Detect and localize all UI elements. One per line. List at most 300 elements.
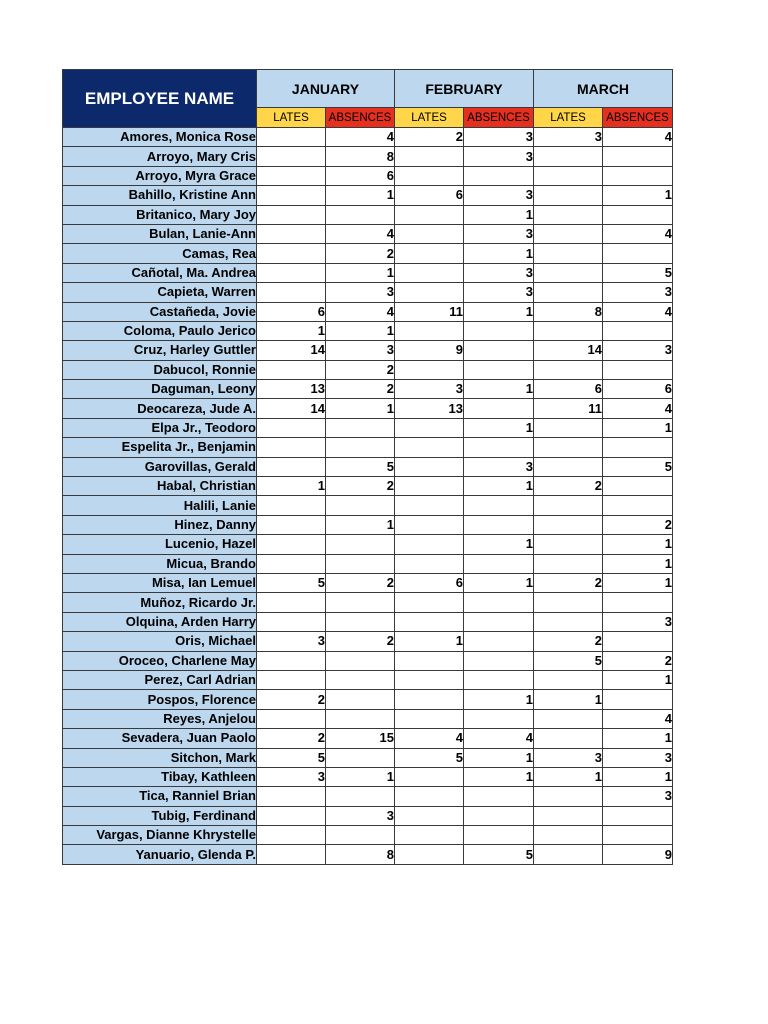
cell-absences-january [326, 651, 395, 670]
table-row [63, 166, 673, 185]
cell-lates-february [395, 418, 464, 437]
table-row [63, 283, 673, 302]
cell-absences-march: 1 [603, 729, 673, 748]
cell-lates-march [534, 205, 603, 224]
cell-absences-march [603, 166, 673, 185]
cell-absences-february [464, 554, 534, 573]
cell-lates-march: 2 [534, 573, 603, 592]
cell-lates-february [395, 787, 464, 806]
employee-name-cell: Perez, Carl Adrian [63, 670, 257, 689]
cell-lates-february: 1 [395, 632, 464, 651]
cell-lates-march [534, 787, 603, 806]
cell-lates-march: 8 [534, 302, 603, 321]
cell-absences-march [603, 690, 673, 709]
table-row [63, 418, 673, 437]
cell-lates-january [257, 496, 326, 515]
cell-lates-february [395, 806, 464, 825]
cell-absences-january [326, 612, 395, 631]
cell-absences-january: 2 [326, 360, 395, 379]
cell-lates-february [395, 554, 464, 573]
cell-absences-february: 1 [464, 418, 534, 437]
cell-absences-february: 5 [464, 845, 534, 864]
cell-absences-january [326, 690, 395, 709]
cell-lates-march: 3 [534, 748, 603, 767]
cell-absences-january: 3 [326, 341, 395, 360]
cell-lates-february [395, 593, 464, 612]
cell-lates-february [395, 283, 464, 302]
cell-lates-february [395, 690, 464, 709]
employee-name-cell: Olquina, Arden Harry [63, 612, 257, 631]
month-header-february: FEBRUARY [395, 70, 534, 108]
employee-name-cell: Espelita Jr., Benjamin [63, 438, 257, 457]
cell-lates-january [257, 224, 326, 243]
table-row [63, 787, 673, 806]
month-header-march: MARCH [534, 70, 673, 108]
cell-lates-january [257, 360, 326, 379]
cell-absences-january: 1 [326, 399, 395, 418]
cell-lates-february [395, 224, 464, 243]
cell-lates-march [534, 321, 603, 340]
cell-absences-january: 1 [326, 515, 395, 534]
employee-name-cell: Garovillas, Gerald [63, 457, 257, 476]
cell-absences-february [464, 166, 534, 185]
employee-name-cell: Castañeda, Jovie [63, 302, 257, 321]
employee-name-cell: Micua, Brando [63, 554, 257, 573]
cell-lates-february [395, 845, 464, 864]
cell-lates-february: 9 [395, 341, 464, 360]
cell-lates-january [257, 806, 326, 825]
cell-absences-january [326, 418, 395, 437]
cell-lates-february [395, 438, 464, 457]
employee-name-cell: Halili, Lanie [63, 496, 257, 515]
cell-lates-january [257, 515, 326, 534]
absences-header-february: ABSENCES [464, 108, 534, 128]
cell-absences-january: 2 [326, 380, 395, 399]
employee-name-cell: Pospos, Florence [63, 690, 257, 709]
cell-lates-january [257, 787, 326, 806]
cell-absences-january [326, 554, 395, 573]
cell-lates-march [534, 612, 603, 631]
table-row [63, 186, 673, 205]
cell-lates-january [257, 709, 326, 728]
cell-absences-march: 1 [603, 554, 673, 573]
cell-absences-january: 5 [326, 457, 395, 476]
cell-absences-february [464, 399, 534, 418]
cell-lates-january [257, 166, 326, 185]
cell-lates-january: 5 [257, 573, 326, 592]
cell-lates-january [257, 593, 326, 612]
cell-lates-february [395, 360, 464, 379]
cell-lates-january [257, 670, 326, 689]
cell-lates-march: 5 [534, 651, 603, 670]
cell-lates-february [395, 166, 464, 185]
cell-absences-january [326, 496, 395, 515]
cell-absences-march: 2 [603, 651, 673, 670]
cell-absences-march: 4 [603, 399, 673, 418]
cell-lates-january [257, 535, 326, 554]
cell-absences-february [464, 612, 534, 631]
cell-absences-march [603, 806, 673, 825]
lates-header-march: LATES [534, 108, 603, 128]
table-row [63, 690, 673, 709]
cell-absences-january: 8 [326, 147, 395, 166]
table-row [63, 477, 673, 496]
cell-absences-march: 5 [603, 457, 673, 476]
cell-lates-march: 1 [534, 767, 603, 786]
table-row [63, 341, 673, 360]
cell-absences-march [603, 496, 673, 515]
cell-lates-january [257, 283, 326, 302]
table-row [63, 748, 673, 767]
cell-lates-march [534, 224, 603, 243]
cell-absences-march [603, 147, 673, 166]
table-row [63, 321, 673, 340]
cell-absences-february [464, 632, 534, 651]
cell-lates-march [534, 457, 603, 476]
cell-absences-march: 3 [603, 748, 673, 767]
cell-absences-march: 3 [603, 283, 673, 302]
employee-name-cell: Sevadera, Juan Paolo [63, 729, 257, 748]
table-row [63, 573, 673, 592]
cell-absences-february: 1 [464, 302, 534, 321]
cell-absences-february [464, 787, 534, 806]
cell-absences-january: 4 [326, 224, 395, 243]
cell-lates-march [534, 244, 603, 263]
table-row [63, 709, 673, 728]
cell-lates-january: 14 [257, 399, 326, 418]
cell-absences-february [464, 321, 534, 340]
month-header-row [63, 70, 673, 108]
cell-absences-march: 1 [603, 573, 673, 592]
cell-lates-january [257, 845, 326, 864]
cell-absences-january: 1 [326, 321, 395, 340]
cell-lates-march [534, 554, 603, 573]
cell-lates-march [534, 283, 603, 302]
cell-absences-march: 9 [603, 845, 673, 864]
cell-absences-february: 3 [464, 457, 534, 476]
cell-lates-january [257, 263, 326, 282]
cell-absences-march: 1 [603, 535, 673, 554]
table-row [63, 535, 673, 554]
cell-absences-march [603, 477, 673, 496]
cell-lates-january: 5 [257, 748, 326, 767]
cell-absences-february [464, 651, 534, 670]
cell-absences-january [326, 670, 395, 689]
cell-lates-january [257, 457, 326, 476]
cell-lates-march [534, 806, 603, 825]
cell-absences-march [603, 438, 673, 457]
cell-absences-february: 4 [464, 729, 534, 748]
cell-lates-january [257, 438, 326, 457]
cell-absences-february: 1 [464, 205, 534, 224]
table-row [63, 554, 673, 573]
cell-absences-march: 3 [603, 612, 673, 631]
cell-absences-march [603, 826, 673, 845]
employee-name-cell: Camas, Rea [63, 244, 257, 263]
cell-absences-february: 3 [464, 128, 534, 147]
cell-lates-february [395, 515, 464, 534]
cell-lates-march [534, 496, 603, 515]
cell-absences-january: 1 [326, 263, 395, 282]
table-row [63, 515, 673, 534]
cell-absences-january: 2 [326, 477, 395, 496]
cell-absences-january [326, 438, 395, 457]
cell-absences-january: 8 [326, 845, 395, 864]
cell-lates-march [534, 670, 603, 689]
cell-absences-january: 3 [326, 806, 395, 825]
cell-absences-march [603, 593, 673, 612]
employee-name-cell: Oroceo, Charlene May [63, 651, 257, 670]
table-row [63, 263, 673, 282]
table-row [63, 244, 673, 263]
cell-absences-february [464, 670, 534, 689]
employee-name-cell: Reyes, Anjelou [63, 709, 257, 728]
cell-lates-march [534, 147, 603, 166]
cell-lates-january: 3 [257, 767, 326, 786]
cell-lates-february [395, 612, 464, 631]
cell-lates-january: 14 [257, 341, 326, 360]
cell-absences-march: 5 [603, 263, 673, 282]
cell-absences-january [326, 205, 395, 224]
employee-name-cell: Tica, Ranniel Brian [63, 787, 257, 806]
month-header-january: JANUARY [257, 70, 395, 108]
cell-lates-march: 1 [534, 690, 603, 709]
cell-absences-february: 3 [464, 186, 534, 205]
cell-lates-january: 2 [257, 690, 326, 709]
cell-absences-january [326, 787, 395, 806]
cell-lates-february [395, 767, 464, 786]
cell-lates-january: 6 [257, 302, 326, 321]
cell-lates-march [534, 418, 603, 437]
cell-lates-february: 13 [395, 399, 464, 418]
employee-name-cell: Bulan, Lanie-Ann [63, 224, 257, 243]
employee-name-cell: Deocareza, Jude A. [63, 399, 257, 418]
table-row [63, 826, 673, 845]
lates-header-february: LATES [395, 108, 464, 128]
cell-absences-january [326, 535, 395, 554]
table-row [63, 399, 673, 418]
cell-absences-march: 6 [603, 380, 673, 399]
cell-absences-february: 1 [464, 477, 534, 496]
cell-absences-march [603, 244, 673, 263]
cell-lates-march: 6 [534, 380, 603, 399]
table-row [63, 806, 673, 825]
cell-absences-march: 1 [603, 670, 673, 689]
cell-absences-january: 1 [326, 767, 395, 786]
cell-lates-march [534, 535, 603, 554]
table-row [63, 360, 673, 379]
cell-lates-january: 1 [257, 321, 326, 340]
cell-absences-february: 1 [464, 690, 534, 709]
cell-absences-january: 4 [326, 302, 395, 321]
cell-lates-january: 2 [257, 729, 326, 748]
table-row [63, 612, 673, 631]
cell-absences-february [464, 593, 534, 612]
cell-lates-january [257, 186, 326, 205]
cell-absences-january: 15 [326, 729, 395, 748]
cell-lates-january [257, 612, 326, 631]
table-row [63, 224, 673, 243]
cell-lates-march [534, 593, 603, 612]
cell-absences-february: 1 [464, 748, 534, 767]
employee-name-cell: Cañotal, Ma. Andrea [63, 263, 257, 282]
cell-absences-january: 2 [326, 632, 395, 651]
cell-lates-january [257, 205, 326, 224]
cell-absences-february [464, 806, 534, 825]
cell-absences-february [464, 709, 534, 728]
cell-absences-march [603, 632, 673, 651]
cell-absences-february [464, 496, 534, 515]
employee-name-cell: Oris, Michael [63, 632, 257, 651]
table-row [63, 457, 673, 476]
cell-lates-january [257, 651, 326, 670]
cell-lates-february: 11 [395, 302, 464, 321]
cell-lates-march [534, 438, 603, 457]
cell-lates-march [534, 709, 603, 728]
table-row [63, 767, 673, 786]
cell-lates-february [395, 321, 464, 340]
cell-absences-march [603, 360, 673, 379]
cell-absences-january: 2 [326, 244, 395, 263]
table-row [63, 147, 673, 166]
table-row [63, 670, 673, 689]
cell-absences-february [464, 341, 534, 360]
absences-header-march: ABSENCES [603, 108, 673, 128]
cell-lates-january: 1 [257, 477, 326, 496]
cell-lates-january [257, 554, 326, 573]
cell-lates-february [395, 651, 464, 670]
cell-lates-february [395, 205, 464, 224]
cell-lates-february [395, 244, 464, 263]
table-row [63, 845, 673, 864]
employee-name-cell: Elpa Jr., Teodoro [63, 418, 257, 437]
employee-name-cell: Lucenio, Hazel [63, 535, 257, 554]
employee-rows [63, 128, 673, 865]
cell-absences-march: 2 [603, 515, 673, 534]
cell-absences-february: 1 [464, 380, 534, 399]
cell-lates-february: 6 [395, 186, 464, 205]
cell-lates-january [257, 147, 326, 166]
cell-lates-march [534, 729, 603, 748]
cell-absences-february: 3 [464, 224, 534, 243]
cell-absences-february: 3 [464, 147, 534, 166]
cell-absences-february [464, 438, 534, 457]
table-row [63, 205, 673, 224]
cell-absences-february: 3 [464, 283, 534, 302]
cell-lates-february [395, 709, 464, 728]
cell-lates-february [395, 826, 464, 845]
employee-name-cell: Tubig, Ferdinand [63, 806, 257, 825]
cell-absences-march: 3 [603, 341, 673, 360]
employee-name-cell: Sitchon, Mark [63, 748, 257, 767]
table-row [63, 593, 673, 612]
employee-name-cell: Daguman, Leony [63, 380, 257, 399]
cell-lates-march [534, 845, 603, 864]
cell-lates-february: 5 [395, 748, 464, 767]
cell-absences-january: 6 [326, 166, 395, 185]
employee-name-cell: Vargas, Dianne Khrystelle [63, 826, 257, 845]
cell-absences-january: 1 [326, 186, 395, 205]
employee-name-cell: Amores, Monica Rose [63, 128, 257, 147]
cell-absences-february: 3 [464, 263, 534, 282]
cell-lates-february [395, 496, 464, 515]
employee-name-cell: Arroyo, Mary Cris [63, 147, 257, 166]
employee-name-cell: Hinez, Danny [63, 515, 257, 534]
cell-lates-march: 11 [534, 399, 603, 418]
table-row [63, 302, 673, 321]
cell-lates-march: 2 [534, 632, 603, 651]
cell-lates-february [395, 477, 464, 496]
table-row [63, 128, 673, 147]
cell-absences-january: 4 [326, 128, 395, 147]
cell-absences-february [464, 826, 534, 845]
cell-absences-march [603, 205, 673, 224]
table-row [63, 380, 673, 399]
cell-absences-march: 1 [603, 767, 673, 786]
cell-lates-january: 3 [257, 632, 326, 651]
cell-lates-march: 3 [534, 128, 603, 147]
employee-name-cell: Cruz, Harley Guttler [63, 341, 257, 360]
attendance-table [62, 69, 673, 865]
cell-absences-february [464, 515, 534, 534]
cell-absences-march: 4 [603, 709, 673, 728]
cell-lates-january [257, 244, 326, 263]
cell-lates-march [534, 826, 603, 845]
employee-name-header: EMPLOYEE NAME [63, 70, 257, 128]
cell-absences-january [326, 593, 395, 612]
employee-name-cell: Yanuario, Glenda P. [63, 845, 257, 864]
table-row [63, 729, 673, 748]
table-row [63, 632, 673, 651]
cell-lates-march: 14 [534, 341, 603, 360]
employee-name-cell: Muñoz, Ricardo Jr. [63, 593, 257, 612]
employee-name-cell: Arroyo, Myra Grace [63, 166, 257, 185]
absences-header-january: ABSENCES [326, 108, 395, 128]
lates-header-january: LATES [257, 108, 326, 128]
cell-absences-march: 3 [603, 787, 673, 806]
cell-lates-february [395, 457, 464, 476]
employee-name-cell: Tibay, Kathleen [63, 767, 257, 786]
cell-lates-february [395, 670, 464, 689]
cell-absences-february: 1 [464, 767, 534, 786]
cell-absences-march: 4 [603, 302, 673, 321]
cell-lates-february: 4 [395, 729, 464, 748]
cell-lates-january [257, 418, 326, 437]
cell-lates-march [534, 360, 603, 379]
cell-lates-march [534, 166, 603, 185]
cell-lates-february [395, 263, 464, 282]
cell-lates-january [257, 128, 326, 147]
cell-absences-january: 3 [326, 283, 395, 302]
table-row [63, 438, 673, 457]
cell-lates-march [534, 263, 603, 282]
employee-name-cell: Misa, Ian Lemuel [63, 573, 257, 592]
cell-lates-february: 2 [395, 128, 464, 147]
cell-lates-february [395, 535, 464, 554]
cell-lates-march: 2 [534, 477, 603, 496]
employee-name-cell: Capieta, Warren [63, 283, 257, 302]
cell-absences-february [464, 360, 534, 379]
cell-lates-february [395, 147, 464, 166]
cell-lates-january [257, 826, 326, 845]
table-row [63, 496, 673, 515]
cell-lates-february: 6 [395, 573, 464, 592]
table-row [63, 651, 673, 670]
cell-absences-january [326, 748, 395, 767]
cell-absences-february: 1 [464, 244, 534, 263]
cell-absences-january [326, 826, 395, 845]
employee-name-cell: Dabucol, Ronnie [63, 360, 257, 379]
